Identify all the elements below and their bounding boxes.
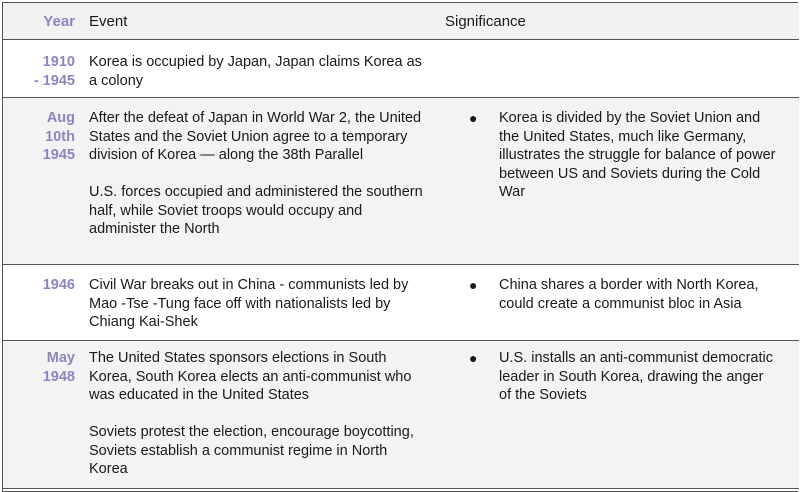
bullet-icon: ● <box>469 350 478 366</box>
header-event-cell <box>89 13 127 31</box>
table-row <box>3 40 799 98</box>
bullet-icon: ● <box>469 110 478 126</box>
year-cell <box>3 53 75 90</box>
year-line: 1910 <box>42 54 75 70</box>
table-header-row <box>3 3 799 40</box>
year-line: 1945 <box>42 147 75 163</box>
table-row <box>3 265 799 341</box>
header-significance: Significance <box>445 13 526 30</box>
event-paragraph: Korea is occupied by Japan, Japan claims Korea as a colony <box>89 54 422 89</box>
year-line: Aug <box>46 110 75 126</box>
header-year-cell <box>3 13 75 31</box>
event-cell <box>89 109 429 239</box>
bullet-icon: ● <box>469 277 478 293</box>
header-event: Event <box>89 13 128 30</box>
event-paragraph: After the defeat of Japan in World War 2, the United States and the Soviet Union agree to a temporary division of Korea — along the 38th Parallel <box>89 110 422 163</box>
year-cell <box>3 109 75 165</box>
table-row <box>3 341 799 489</box>
event-paragraph: U.S. forces occupied and administered the southern half, while Soviet troops would occupy and administer the North <box>89 184 423 237</box>
table-row <box>3 98 799 265</box>
significance-cell <box>469 109 779 202</box>
event-cell <box>89 276 429 332</box>
year-line: - 1945 <box>33 72 75 89</box>
year-cell <box>3 276 75 295</box>
year-line: 1946 <box>42 277 75 293</box>
significance-cell <box>469 276 779 313</box>
header-year: Year <box>43 13 75 30</box>
event-cell <box>89 53 429 90</box>
significance-text: U.S. installs an anti-communist democratic leader in South Korea, drawing the anger of the Soviets <box>499 350 773 403</box>
significance-text: Korea is divided by the Soviet Union and the United States, much like Germany, illustrates the struggle for balance of power between US and Soviets during the Cold War <box>499 110 776 200</box>
timeline-table <box>2 2 798 492</box>
header-significance-cell <box>445 13 526 31</box>
year-line: 1948 <box>42 368 75 385</box>
significance-cell <box>469 349 779 405</box>
event-cell <box>89 349 429 479</box>
significance-text: China shares a border with North Korea, could create a communist bloc in Asia <box>499 277 759 312</box>
event-paragraph: Soviets protest the election, encourage boycotting, Soviets establish a communist regime in North Korea <box>89 424 414 477</box>
event-paragraph: Civil War breaks out in China - communists led by Mao -Tse -Tung face off with nationalists led by Chiang Kai-Shek <box>89 277 409 330</box>
year-line: May <box>46 350 75 366</box>
year-cell <box>3 349 75 386</box>
year-line: 10th <box>45 128 75 145</box>
event-paragraph: The United States sponsors elections in South Korea, South Korea elects an anti-communist who was educated in the United States <box>89 350 412 403</box>
